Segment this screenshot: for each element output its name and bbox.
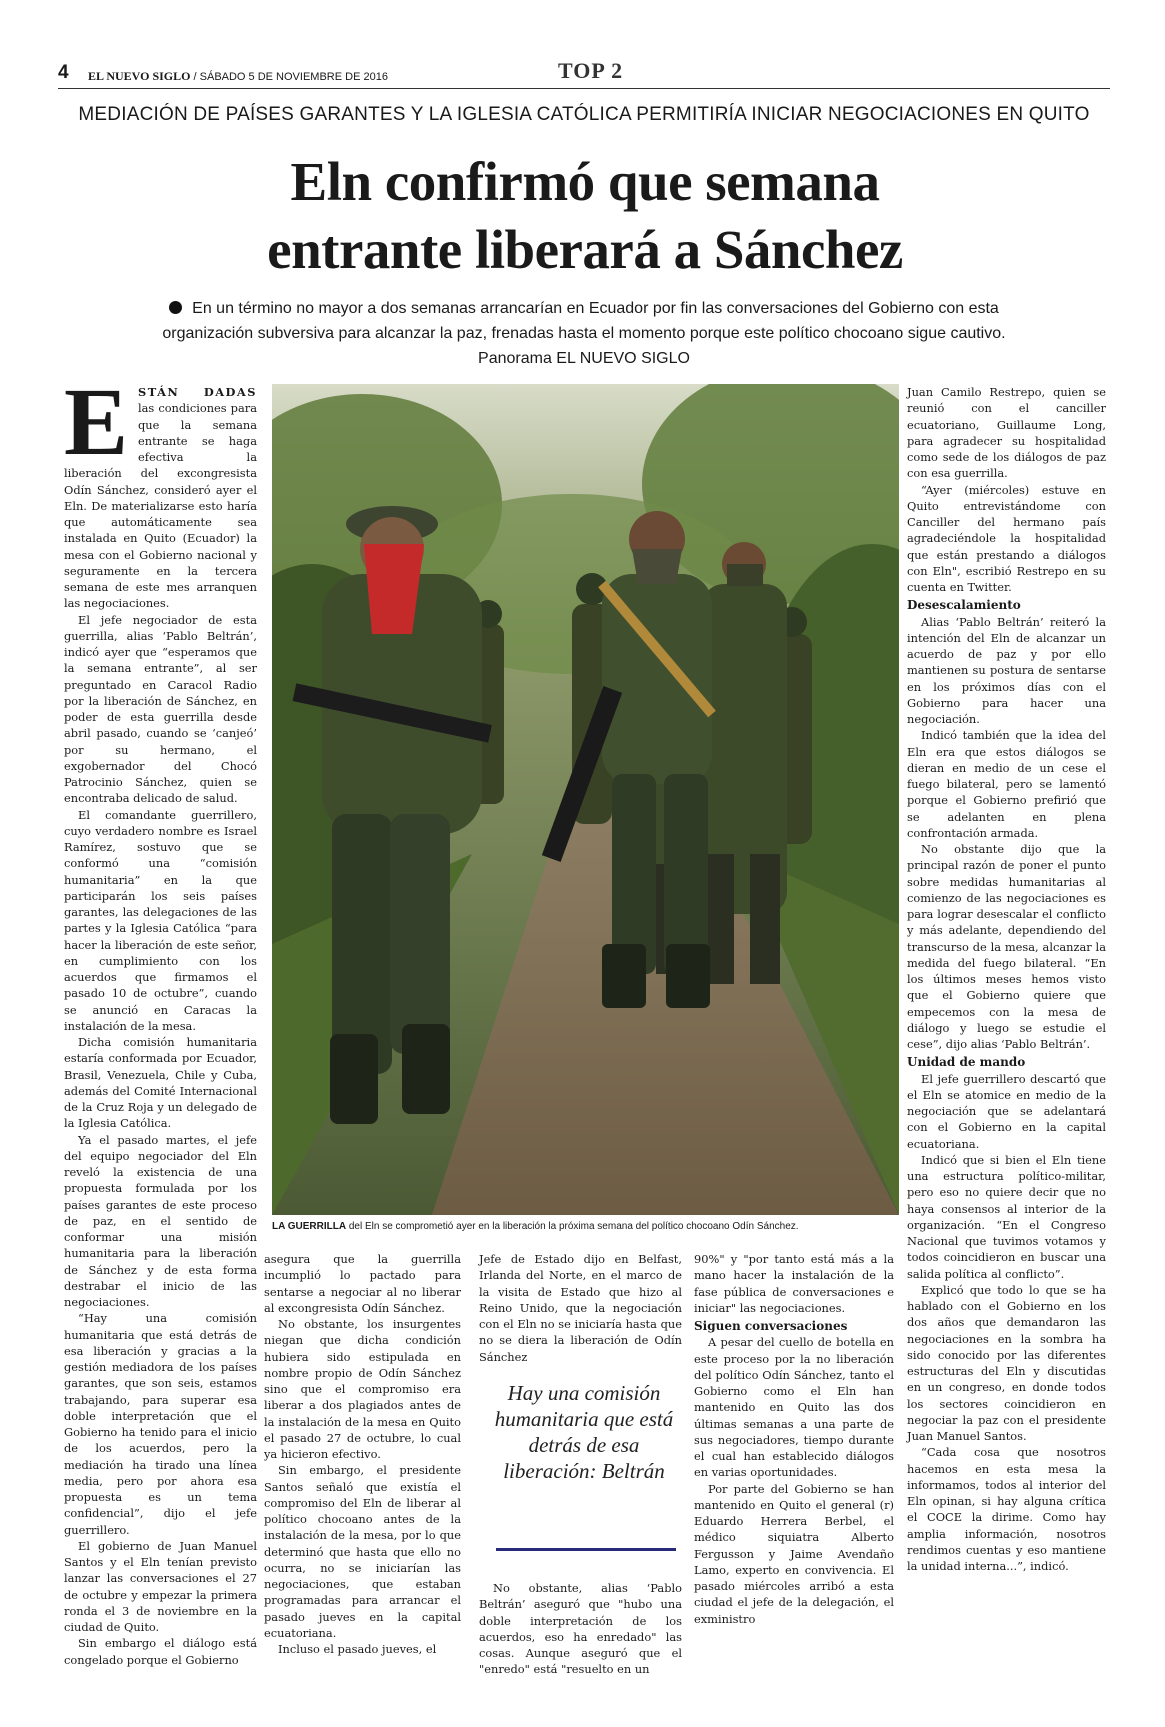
article-photo [272, 384, 899, 1215]
pull-quote: Hay una comisión humanitaria que está detrás de esa liberación: Beltrán [494, 1381, 674, 1483]
article-paragraph: El jefe guerrillero descartó que el Eln se atomice en medio de la negociación que se adelantará con el Gobierno en la capital ecuatoriana. [907, 1071, 1106, 1151]
lead-in: STÁN DADAS [138, 385, 257, 399]
article-column-2 [264, 1251, 461, 1657]
article-column-3 [479, 1251, 682, 1365]
bullet-icon [169, 301, 182, 314]
newspaper-name: EL NUEVO SIGLO [88, 69, 191, 83]
headline-line-2: entrante liberará a Sánchez [267, 219, 903, 280]
article-column-5 [907, 384, 1106, 1574]
article-paragraph: Indicó que si bien el Eln tiene una estructura político-militar, pero eso no quiere decir que no haya consensos al interior de la organización. “En el Congreso Nacional que tuvimos votamos y todos coincidieron en buscar una salida política al conflicto”. [907, 1152, 1106, 1281]
drop-cap-spacer [64, 384, 138, 456]
article-paragraph: Dicha comisión humanitaria estaría conformada por Ecuador, Brasil, Venezuela, Chile y Cuba, además del Comité Internacional de la Cruz Roja y un delegado de la Iglesia Católica. [64, 1035, 257, 1131]
article-paragraph: A pesar del cuello de botella en este proceso por la no liberación del político Odín Sánchez, tanto el Gobierno como el Eln han mantenido en Quito las dos últimas semanas a una parte de sus negociadores, tiempo durante el cual han establecido diálogos en varias oportunidades. [694, 1335, 894, 1480]
article-paragraph: Sin embargo el diálogo está congelado porque el Gobierno [64, 1636, 257, 1667]
article-paragraph: “Cada cosa que nosotros hacemos en esta mesa la informamos, todos al interior del Eln opinan, si hay alguna crítica el COCE la dirime. Como hay amplia información, nosotros rendimos cuentas y eso mantiene la unidad interna...”, indicó. [907, 1445, 1106, 1573]
dateline [88, 69, 388, 84]
issue-date: / SÁBADO 5 DE NOVIEMBRE DE 2016 [193, 71, 388, 83]
header-rule [58, 88, 1110, 89]
subheading: Siguen conversaciones [694, 1319, 848, 1333]
deck [150, 296, 1018, 371]
article-paragraph: Explicó que todo lo que se ha hablado con el Gobierno en los dos años que demandaron las negociaciones en la sombra ha sido conocido por las diferentes estructuras del Eln y discutidas en un congreso, en donde todos los sectores coincidieron en negociar la paz con el presidente Juan Manuel Santos. [907, 1282, 1106, 1443]
subheading: Desescalamiento [907, 598, 1021, 613]
article-paragraph: STÁN DADAS las condiciones para que la semana entrante se haga efectiva la liberación del excongresista Odín Sánchez, consideró ayer el Eln. De materializarse esto haría que automáticamente sea instalada en Quito (Ecuador) la mesa con el Gobierno nacional y seguramente en la tercera semana de este mes arranquen las negociaciones. [64, 385, 257, 611]
article-paragraph: El gobierno de Juan Manuel Santos y el Eln tenían previsto lanzar las conversaciones el 27 de octubre y empezar la primera ronda el 3 de noviembre en la ciudad de Quito. [64, 1538, 257, 1634]
guerrilla-photo-illustration [272, 384, 899, 1215]
kicker: MEDIACIÓN DE PAÍSES GARANTES Y LA IGLESIA CATÓLICA PERMITIRÍA INICIAR NEGOCIACIONES EN QUITO [78, 104, 1090, 125]
photo-caption [272, 1220, 899, 1233]
article-paragraph: Sin embargo, el presidente Santos señaló que existía el compromiso del Eln de liberar al político chocoano antes de la instalación de la mesa, por lo que determinó que hasta que ello no ocurra, no se iniciarían las negociaciones, que estaban programadas para arrancar el pasado jueves en la capital ecuatoriana. [264, 1463, 461, 1640]
article-paragraph: Alias ‘Pablo Beltrán’ reiteró la intención del Eln de alcanzar un acuerdo de paz y por ello mantienen su postura de sentarse en los próximos días con el Gobierno para hacer una negociación. [907, 614, 1106, 726]
article-paragraph: El comandante guerrillero, cuyo verdadero nombre es Israel Ramírez, sostuvo que se conformó una “comisión humanitaria” en la que participarán los seis países garantes, las delegaciones de las partes y la Iglesia Católica “para hacer la liberación de este señor, en cumplimiento con los acuerdos que firmamos el pasado 10 de octubre”, cuando se anunció en Caracas la instalación de la mesa. [64, 807, 257, 1033]
article-column-4 [694, 1251, 894, 1627]
pull-quote-rule [496, 1548, 676, 1551]
article-paragraph: “Hay una comisión humanitaria que está detrás de esa liberación y gracias a la gestión mediadora de los países garantes, que son seis, estamos trabajando, para superar esa doble interpretación que el Gobierno ha tenido para el inicio de los acuerdos, pero la mediación ha tirado una línea media, pero por ahora esa propuesta es un tema confidencial”, dijo el jefe guerrillero. [64, 1311, 257, 1537]
article-paragraph: No obstante, los insurgentes niegan que dicha condición hubiera sido estipulada en nombre propio de Odín Sánchez sino que el compromiso era liberar a dos plagiados antes de la instalación de la mesa en Quito el pasado 27 de octubre, lo cual ya hicieron efectivo. [264, 1317, 461, 1461]
article-paragraph: No obstante, alias ‘Pablo Beltrán’ aseguró que "hubo una doble interpretación de los acuerdos, eso ha enredado" las cosas. Aunque aseguró que el "enredo" está "resuelto en un [479, 1581, 682, 1677]
headline-line-1: Eln confirmó que semana [290, 151, 880, 212]
article-paragraph: Indicó también que la idea del Eln era que estos diálogos se dieran en medio de un cese el fuego bilateral, pero se lamentó porque el Gobierno prefirió que se adelanten en plena confrontación armada. [907, 728, 1106, 840]
article-paragraph: “Ayer (miércoles) estuve en Quito entrevistándome con Canciller del hermano país agradeciéndole la hospitalidad que están prestando a diálogos con Eln", escribió Restrepo en su cuenta en Twitter. [907, 482, 1106, 594]
headline [120, 148, 1050, 284]
page-number: 4 [58, 62, 69, 83]
deck-text: En un término no mayor a dos semanas arrancarían en Ecuador por fin las conversaciones del Gobierno con esta organización subversiva para alcanzar la paz, frenadas hasta el momento porque este político chocoano sigue cautivo. Panorama EL NUEVO SIGLO [162, 300, 1006, 367]
article-column-3-continued [479, 1580, 682, 1678]
article-paragraph: Juan Camilo Restrepo, quien se reunió con el canciller ecuatoriano, Guillaume Long, para agradecer su hospitalidad como sede de los diálogos de paz con esa guerrilla. [907, 385, 1106, 481]
article-paragraph: El jefe negociador de esta guerrilla, alias ‘Pablo Beltrán’, indicó ayer que “esperamos que la semana entrante”, al ser preguntado en Caracol Radio por la liberación de Sánchez, en poder de esta guerrilla desde abril pasado, cuando se ‘canjeó’ por su hermano, el exgobernador del Chocó Patrocinio Sánchez, quien se encontraba delicado de salud. [64, 612, 257, 806]
article-paragraph: asegura que la guerrilla incumplió lo pactado para sentarse a negociar al no liberar al excongresista Odín Sánchez. [264, 1252, 461, 1315]
article-paragraph: 90%" y "por tanto está más a la mano hacer la instalación de la fase pública de conversaciones e iniciar" las negociaciones. [694, 1252, 894, 1315]
article-column-1 [64, 368, 257, 1668]
article-paragraph: Jefe de Estado dijo en Belfast, Irlanda del Norte, en el marco de la visita de Estado que hizo al Reino Unido, que la negociación con el Eln no se iniciaría hasta que no se diera la liberación de Odín Sánchez [479, 1252, 682, 1364]
caption-text: del Eln se comprometió ayer en la liberación la próxima semana del político chocoano Odín Sánchez. [346, 1221, 799, 1232]
subheading: Unidad de mando [907, 1055, 1026, 1070]
drop-cap: E [64, 368, 129, 475]
article-paragraph: Incluso el pasado jueves, el [278, 1642, 437, 1656]
caption-lead: LA GUERRILLA [272, 1221, 347, 1232]
article-paragraph: Ya el pasado martes, el jefe del equipo negociador del Eln reveló la existencia de una propuesta formulada por los países garantes de este proceso de paz, en el sentido de conformar una misión humanitaria para la liberación de Sánchez y de esta forma destrabar el inicio de las negociaciones. [64, 1132, 257, 1309]
article-paragraph: No obstante dijo que la principal razón de poner el punto sobre medidas humanitarias al comienzo de las negociaciones es para lograr desescalar el conflicto y más adelante, dependiendo del transcurso de la mesa, alcanzar la medida del fuego bilateral. “En los últimos meses hemos visto que el Gobierno quiere que empecemos con la mesa de diálogo y luego se estudie el cese”, dijo alias ‘Pablo Beltrán’. [907, 842, 1106, 1051]
section-name: TOP 2 [558, 58, 624, 83]
article-paragraph: Por parte del Gobierno se han mantenido en Quito el general (r) Eduardo Herrera Berbel, el médico siquiatra Alberto Fergusson y Jaime Avendaño Lamo, experto en convivencia. El pasado miércoles arribó a esta ciudad el jefe de la delegación, el exministro [694, 1481, 894, 1626]
